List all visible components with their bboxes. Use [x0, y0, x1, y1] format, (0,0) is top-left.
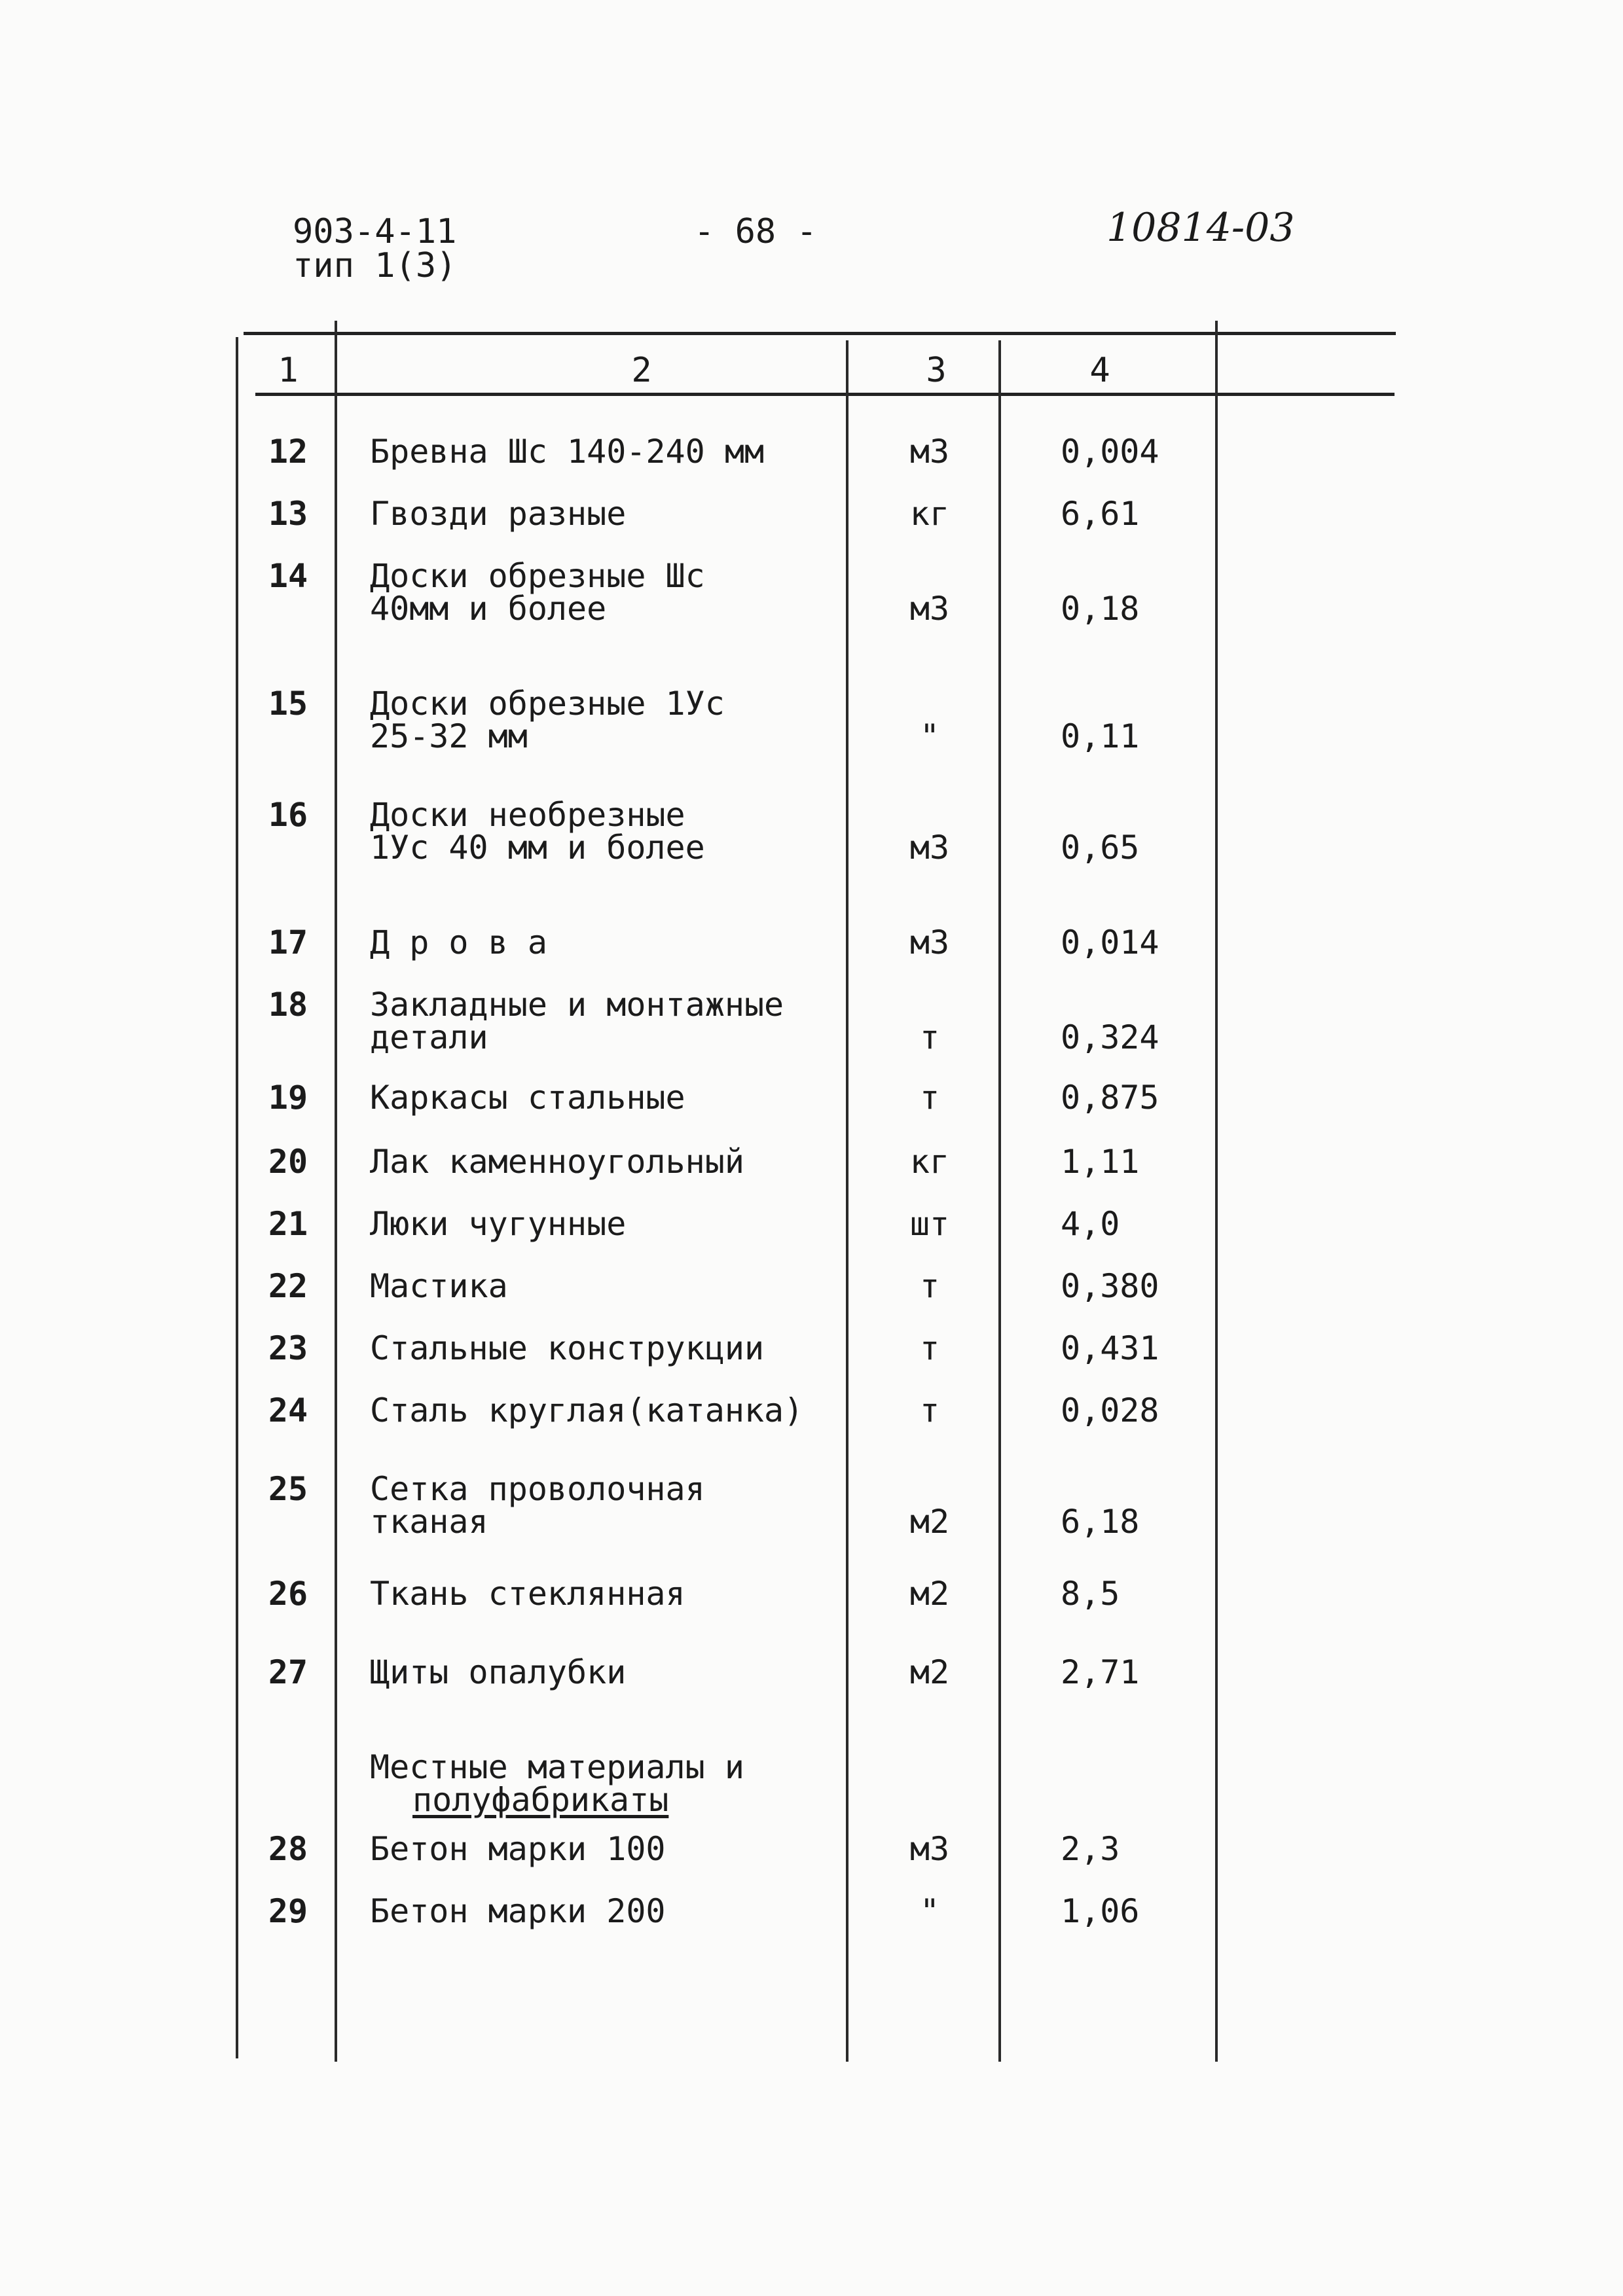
material-name-line: тканая — [370, 1503, 488, 1541]
row-number: 16 — [268, 796, 308, 834]
material-name-line: детали — [370, 1018, 488, 1056]
unit: " — [919, 1892, 940, 1930]
unit: м3 — [909, 924, 950, 961]
row-number: 18 — [268, 986, 308, 1024]
material-name-line: Сетка проволочная — [370, 1470, 705, 1508]
row-number: 19 — [268, 1079, 308, 1117]
quantity: 8,5 — [1061, 1575, 1120, 1613]
material-name — [370, 1391, 804, 1429]
material-name-line: Сталь круглая(катанка) — [370, 1391, 804, 1429]
row-number: 15 — [268, 685, 308, 723]
unit: м3 — [909, 829, 950, 867]
quantity: 0,18 — [1061, 590, 1140, 628]
material-name — [370, 1079, 685, 1117]
material-name — [370, 796, 705, 867]
document-code: 903-4-11 — [293, 212, 457, 251]
row-number: 23 — [268, 1329, 308, 1367]
material-name-line: Щиты опалубки — [370, 1653, 627, 1691]
material-name-line: Доски обрезные Шс — [370, 557, 705, 595]
section-title-line2: полуфабрикаты — [412, 1781, 669, 1819]
material-name-line: Бетон марки 200 — [370, 1892, 666, 1930]
unit: шт — [909, 1205, 950, 1243]
unit: т — [919, 1391, 940, 1429]
row-number: 25 — [268, 1470, 308, 1508]
column-header-3: 3 — [926, 351, 947, 390]
material-name-line: 25-32 мм — [370, 717, 528, 755]
row-number: 26 — [268, 1575, 308, 1613]
column-divider — [236, 337, 238, 2058]
material-name-line: Гвозди разные — [370, 495, 627, 533]
unit: м3 — [909, 590, 950, 628]
row-number: 29 — [268, 1892, 308, 1930]
material-name — [370, 495, 627, 533]
page-number: - 68 - — [694, 212, 817, 251]
document-type: тип 1(3) — [293, 246, 457, 285]
material-name — [370, 1470, 705, 1541]
material-name — [370, 1267, 508, 1305]
material-name — [370, 557, 705, 628]
row-number: 14 — [268, 557, 308, 595]
quantity: 0,875 — [1061, 1079, 1159, 1117]
column-header-4: 4 — [1089, 351, 1110, 390]
quantity: 1,11 — [1061, 1143, 1140, 1181]
material-name-line: Доски необрезные — [370, 796, 685, 834]
quantity: 0,004 — [1061, 433, 1159, 471]
material-name — [370, 1143, 744, 1181]
row-number: 24 — [268, 1391, 308, 1429]
material-name-line: Закладные и монтажные — [370, 986, 784, 1024]
row-number: 21 — [268, 1205, 308, 1243]
document-number: 10814-03 — [1106, 205, 1295, 251]
unit: т — [919, 1079, 940, 1117]
quantity: 0,11 — [1061, 717, 1140, 755]
material-name-line: Доски обрезные 1Ус — [370, 685, 725, 723]
row-number: 22 — [268, 1267, 308, 1305]
material-name-line: Д р о в а — [370, 924, 547, 961]
row-number: 27 — [268, 1653, 308, 1691]
material-name-line: 40мм и более — [370, 590, 607, 628]
material-name — [370, 926, 547, 959]
quantity: 0,431 — [1061, 1329, 1159, 1367]
quantity: 2,3 — [1061, 1830, 1120, 1868]
material-name — [370, 1653, 627, 1691]
material-name — [370, 988, 784, 1054]
row-number: 17 — [268, 924, 308, 961]
material-name — [370, 1892, 666, 1930]
material-name-line: Бетон марки 100 — [370, 1830, 666, 1868]
material-name — [370, 1575, 685, 1613]
material-name-line: Каркасы стальные — [370, 1079, 685, 1117]
unit: м3 — [909, 1830, 950, 1868]
unit: м2 — [909, 1653, 950, 1691]
material-name-line: Мастика — [370, 1267, 508, 1305]
material-name-line: Люки чугунные — [370, 1205, 627, 1243]
material-name-line: Бревна Шс 140-240 мм — [370, 433, 765, 471]
material-name-line: Ткань стеклянная — [370, 1575, 685, 1613]
column-header-1: 1 — [278, 351, 299, 390]
quantity: 0,028 — [1061, 1391, 1159, 1429]
quantity: 0,324 — [1061, 1018, 1159, 1056]
quantity: 6,61 — [1061, 495, 1140, 533]
unit: т — [919, 1329, 940, 1367]
column-header-2: 2 — [631, 351, 652, 390]
section-title-line1: Местные материалы и — [370, 1748, 744, 1786]
quantity: 6,18 — [1061, 1503, 1140, 1541]
unit: м3 — [909, 433, 950, 471]
material-name — [370, 1830, 666, 1868]
quantity: 2,71 — [1061, 1653, 1140, 1691]
row-number: 13 — [268, 495, 308, 533]
column-divider — [1215, 321, 1218, 2062]
material-name-line: Лак каменноугольный — [370, 1143, 744, 1181]
section-title — [370, 1748, 744, 1819]
row-number: 28 — [268, 1830, 308, 1868]
table-header-rule — [255, 393, 1395, 396]
quantity: 0,014 — [1061, 924, 1159, 961]
material-name — [370, 433, 765, 471]
unit: кг — [909, 1143, 950, 1181]
table-top-rule — [244, 332, 1396, 335]
unit: т — [919, 1267, 940, 1305]
column-divider — [846, 340, 848, 2062]
row-number: 12 — [268, 433, 308, 471]
row-number: 20 — [268, 1143, 308, 1181]
unit: кг — [909, 495, 950, 533]
material-name — [370, 1205, 627, 1243]
unit: т — [919, 1018, 940, 1056]
quantity: 0,65 — [1061, 829, 1140, 867]
unit: м2 — [909, 1503, 950, 1541]
unit: м2 — [909, 1575, 950, 1613]
material-name-line: Стальные конструкции — [370, 1329, 765, 1367]
quantity: 4,0 — [1061, 1205, 1120, 1243]
material-name-line: 1Ус 40 мм и более — [370, 829, 705, 867]
material-name — [370, 687, 725, 753]
material-name — [370, 1329, 765, 1367]
unit: " — [919, 717, 940, 755]
quantity: 1,06 — [1061, 1892, 1140, 1930]
quantity: 0,380 — [1061, 1267, 1159, 1305]
